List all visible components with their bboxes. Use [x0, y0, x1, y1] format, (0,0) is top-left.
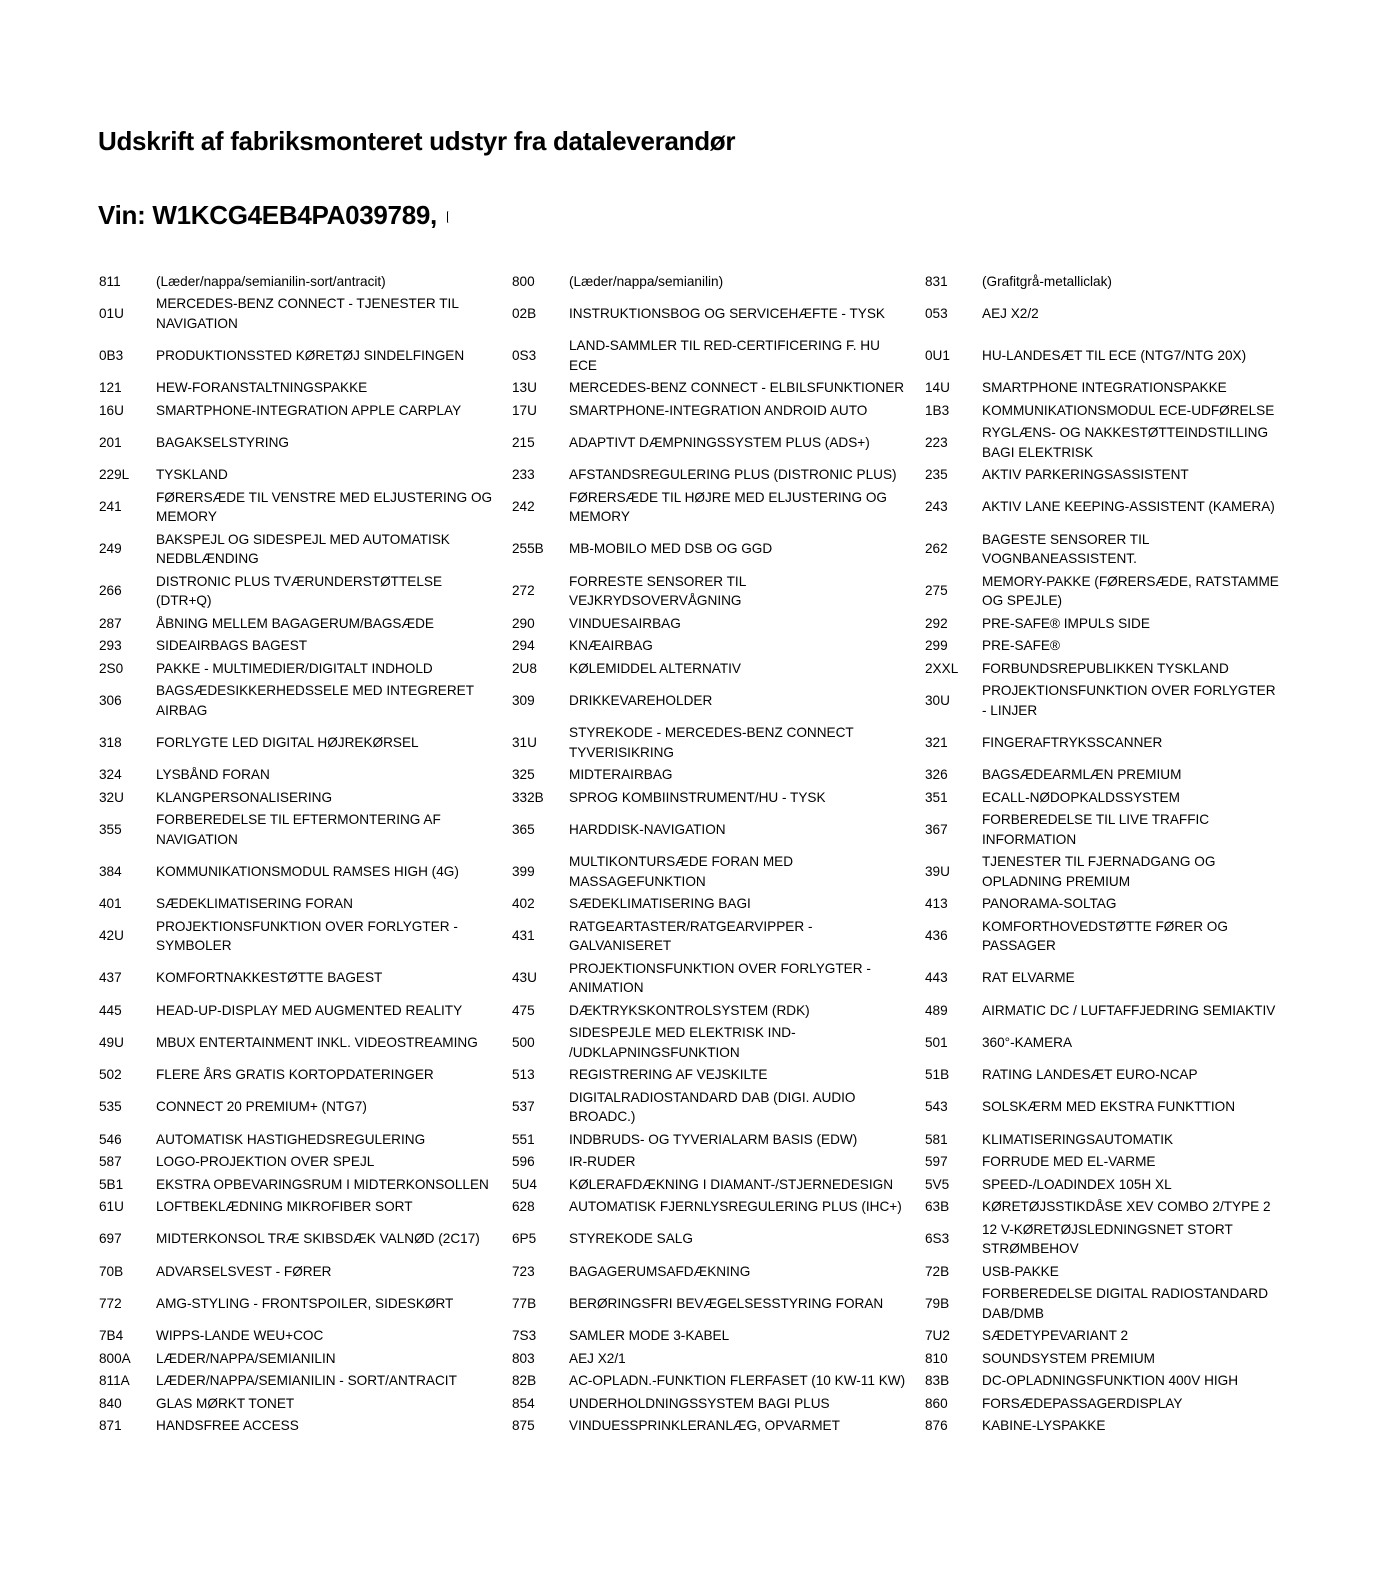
equipment-code: 42U	[99, 928, 124, 944]
equipment-description: AFSTANDSREGULERING PLUS (DISTRONIC PLUS)	[569, 467, 897, 482]
equipment-code: 229L	[99, 467, 130, 482]
equipment-description: USB-PAKKE	[982, 1263, 1059, 1279]
equipment-code: 723	[512, 1263, 535, 1279]
equipment-description: BAKSPEJL OG SIDESPEJL MED AUTOMATISK NEDBLÆNDING	[156, 531, 450, 566]
equipment-description: RATGEARTASTER/RATGEARVIPPER - GALVANISERET	[569, 918, 813, 953]
equipment-code: 324	[99, 767, 122, 782]
equipment-description: STYREKODE - MERCEDES-BENZ CONNECT TYVERISIKRING	[569, 725, 854, 760]
equipment-description: FORRESTE SENSORER TIL VEJKRYDSOVERVÅGNING	[569, 573, 746, 608]
equipment-code: 365	[512, 821, 535, 837]
equipment-code: 384	[99, 863, 122, 879]
equipment-description: AUTOMATISK FJERNLYSREGULERING PLUS (IHC+)	[569, 1199, 902, 1214]
equipment-code: 501	[925, 1034, 948, 1050]
equipment-description: HANDSFREE ACCESS	[156, 1418, 299, 1433]
equipment-code: 597	[925, 1154, 948, 1169]
table-row	[96, 377, 1296, 400]
equipment-description: RYGLÆNS- OG NAKKESTØTTEINDSTILLING BAGI ELEKTRISK	[982, 425, 1269, 460]
page-title: Udskrift af fabriksmonteret udstyr fra dataleverandør	[98, 126, 736, 156]
equipment-code: 32U	[99, 789, 124, 805]
table-row	[96, 1415, 1296, 1438]
equipment-description: LÆDER/NAPPA/SEMIANILIN	[156, 1350, 336, 1366]
equipment-description: INDBRUDS- OG TYVERIALARM BASIS (EDW)	[569, 1131, 858, 1147]
equipment-code: 0U1	[925, 347, 950, 363]
equipment-code: 475	[512, 1002, 535, 1018]
table-row	[96, 528, 1296, 570]
equipment-code: 215	[512, 434, 535, 450]
table-row	[96, 764, 1296, 787]
equipment-description: PROJEKTIONSFUNKTION OVER FORLYGTER - SYMBOLER	[156, 918, 458, 953]
equipment-code: 875	[512, 1418, 535, 1433]
table-row	[96, 1086, 1296, 1128]
equipment-description: SMARTPHONE INTEGRATIONSPAKKE	[982, 380, 1227, 395]
equipment-code: 399	[512, 863, 535, 879]
equipment-code: 61U	[99, 1199, 124, 1214]
equipment-description: SÆDETYPEVARIANT 2	[982, 1328, 1129, 1343]
table-row	[96, 635, 1296, 658]
equipment-description: MULTIKONTURSÆDE FORAN MED MASSAGEFUNKTION	[569, 854, 794, 889]
equipment-description: FORBEREDELSE DIGITAL RADIOSTANDARD DAB/DMB	[982, 1286, 1269, 1321]
equipment-description: LÆDER/NAPPA/SEMIANILIN - SORT/ANTRACIT	[156, 1373, 457, 1388]
equipment-description: WIPPS-LANDE WEU+COC	[156, 1328, 324, 1343]
equipment-description: VINDUESSPRINKLERANLÆG, OPVARMET	[569, 1418, 840, 1433]
equipment-code: 367	[925, 821, 948, 837]
equipment-code: 2S0	[99, 660, 124, 676]
equipment-code: 5U4	[512, 1176, 537, 1192]
equipment-code: 351	[925, 789, 948, 805]
equipment-description: FINGERAFTRYKSSCANNER	[982, 734, 1163, 750]
equipment-code: 83B	[925, 1373, 950, 1388]
equipment-code: 332B	[512, 789, 544, 805]
equipment-code: 543	[925, 1099, 948, 1115]
table-row	[96, 851, 1296, 893]
equipment-description: KABINE-LYSPAKKE	[982, 1418, 1106, 1433]
equipment-code: 241	[99, 499, 122, 515]
equipment-description: KLIMATISERINGSAUTOMATIK	[982, 1131, 1174, 1147]
equipment-code: 1B3	[925, 402, 950, 418]
equipment-code: 537	[512, 1099, 535, 1115]
equipment-code: 82B	[512, 1373, 537, 1388]
equipment-description: KOMMUNIKATIONSMODUL RAMSES HIGH (4G)	[156, 863, 459, 879]
equipment-description: PRE-SAFE® IMPULS SIDE	[982, 615, 1150, 631]
equipment-code: 628	[512, 1199, 535, 1214]
equipment-code: 513	[512, 1067, 535, 1082]
table-row	[96, 1283, 1296, 1325]
equipment-code: 223	[925, 434, 948, 450]
equipment-description: DRIKKEVAREHOLDER	[569, 692, 713, 708]
equipment-description: KLANGPERSONALISERING	[156, 789, 333, 805]
equipment-code: 2XXL	[925, 660, 959, 676]
equipment-code: 7S3	[512, 1328, 537, 1343]
equipment-description: INSTRUKTIONSBOG OG SERVICEHÆFTE - TYSK	[569, 305, 885, 321]
equipment-description: ADVARSELSVEST - FØRER	[156, 1263, 332, 1279]
table-row	[96, 1196, 1296, 1219]
equipment-description: PRODUKTIONSSTED KØRETØJ SINDELFINGEN	[156, 347, 465, 363]
equipment-description: KØRETØJSSTIKDÅSE XEV COMBO 2/TYPE 2	[982, 1199, 1271, 1214]
equipment-code: 7U2	[925, 1328, 950, 1343]
equipment-code: 79B	[925, 1295, 950, 1311]
equipment-code: 5B1	[99, 1176, 124, 1192]
equipment-code: 0B3	[99, 347, 124, 363]
equipment-description: HU-LANDESÆT TIL ECE (NTG7/NTG 20X)	[982, 347, 1247, 363]
table-row	[96, 399, 1296, 422]
equipment-description: AC-OPLADN.-FUNKTION FLERFASET (10 KW-11 KW)	[569, 1373, 906, 1388]
table-row	[96, 1151, 1296, 1174]
equipment-code: 854	[512, 1395, 535, 1411]
table-row	[96, 722, 1296, 764]
equipment-description: AIRMATIC DC / LUFTAFFJEDRING SEMIAKTIV	[982, 1002, 1276, 1018]
equipment-code: 431	[512, 928, 535, 944]
equipment-code: 551	[512, 1131, 535, 1147]
equipment-description: FORRUDE MED EL-VARME	[982, 1154, 1156, 1169]
equipment-description: PAKKE - MULTIMEDIER/DIGITALT INDHOLD	[156, 660, 433, 676]
equipment-code: 292	[925, 615, 948, 631]
equipment-description: AKTIV LANE KEEPING-ASSISTENT (KAMERA)	[982, 499, 1275, 515]
equipment-description: DC-OPLADNINGSFUNKTION 400V HIGH	[982, 1373, 1239, 1388]
table-row	[96, 915, 1296, 957]
equipment-code: 287	[99, 615, 122, 631]
equipment-code: 299	[925, 638, 948, 653]
equipment-code: 72B	[925, 1263, 950, 1279]
equipment-description: MBUX ENTERTAINMENT INKL. VIDEOSTREAMING	[156, 1034, 478, 1050]
equipment-code: 293	[99, 638, 122, 653]
equipment-description: KOMMUNIKATIONSMODUL ECE-UDFØRELSE	[982, 402, 1275, 418]
table-row	[96, 657, 1296, 680]
equipment-code: 535	[99, 1099, 122, 1115]
equipment-description: ECALL-NØDOPKALDSSYSTEM	[982, 789, 1180, 805]
equipment-description: MB-MOBILO MED DSB OG GGD	[569, 541, 773, 557]
equipment-code: 02B	[512, 305, 537, 321]
equipment-code: 831	[925, 273, 948, 289]
equipment-description: AUTOMATISK HASTIGHEDSREGULERING	[156, 1131, 426, 1147]
vin-heading	[98, 200, 450, 231]
equipment-description: RATING LANDESÆT EURO-NCAP	[982, 1067, 1198, 1082]
table-row	[96, 680, 1296, 722]
equipment-code: 49U	[99, 1034, 124, 1050]
table-row	[96, 422, 1296, 464]
equipment-description: SÆDEKLIMATISERING FORAN	[156, 896, 353, 911]
equipment-description: FORBEREDELSE TIL LIVE TRAFFIC INFORMATION	[982, 812, 1210, 847]
equipment-description: UNDERHOLDNINGSSYSTEM BAGI PLUS	[569, 1395, 830, 1411]
equipment-description: HEW-FORANSTALTNINGSPAKKE	[156, 380, 368, 395]
equipment-code: 13U	[512, 380, 537, 395]
equipment-table	[96, 270, 1296, 1437]
equipment-description: SPEED-/LOADINDEX 105H XL	[982, 1176, 1172, 1192]
equipment-description: FORLYGTE LED DIGITAL HØJREKØRSEL	[156, 734, 419, 750]
equipment-code: 437	[99, 970, 122, 986]
equipment-description: FORSÆDEPASSAGERDISPLAY	[982, 1395, 1183, 1411]
equipment-code: 306	[99, 692, 122, 708]
equipment-description: TJENESTER TIL FJERNADGANG OG OPLADNING PREMIUM	[982, 854, 1216, 889]
equipment-code: 70B	[99, 1263, 124, 1279]
equipment-description: DÆKTRYKSKONTROLSYSTEM (RDK)	[569, 1002, 810, 1018]
equipment-code: 053	[925, 305, 948, 321]
equipment-code: 445	[99, 1002, 122, 1018]
table-row	[96, 786, 1296, 809]
table-row	[96, 1370, 1296, 1393]
table-row	[96, 464, 1296, 487]
equipment-code: 266	[99, 583, 122, 599]
equipment-code: 5V5	[925, 1176, 950, 1192]
equipment-code: 772	[99, 1295, 122, 1311]
table-row	[96, 1260, 1296, 1283]
equipment-code: 811	[99, 273, 121, 289]
equipment-code: 6P5	[512, 1231, 537, 1247]
equipment-description: 360°-KAMERA	[982, 1034, 1073, 1050]
table-row	[96, 335, 1296, 377]
equipment-code: 581	[925, 1131, 948, 1147]
table-row	[96, 570, 1296, 612]
equipment-code: 201	[99, 434, 122, 450]
equipment-description: FØRERSÆDE TIL VENSTRE MED ELJUSTERING OG MEMORY	[156, 489, 493, 524]
equipment-code: 0S3	[512, 347, 537, 363]
equipment-code: 860	[925, 1395, 948, 1411]
equipment-code: 321	[925, 734, 948, 750]
equipment-description: FORBUNDSREPUBLIKKEN TYSKLAND	[982, 660, 1229, 676]
equipment-code: 325	[512, 767, 535, 782]
equipment-description: KØLEMIDDEL ALTERNATIV	[569, 660, 741, 676]
equipment-description: BAGSÆDEARMLÆN PREMIUM	[982, 767, 1182, 782]
equipment-description: VINDUESAIRBAG	[569, 615, 681, 631]
equipment-code: 16U	[99, 402, 124, 418]
equipment-description: BAGSÆDESIKKERHEDSSELE MED INTEGRERET AIRBAG	[156, 683, 474, 718]
equipment-code: 697	[99, 1231, 122, 1247]
equipment-code: 810	[925, 1350, 948, 1366]
equipment-code: 413	[925, 896, 948, 911]
equipment-description: PANORAMA-SOLTAG	[982, 896, 1117, 911]
cursor-mark	[447, 211, 450, 223]
equipment-code: 43U	[512, 970, 537, 986]
equipment-code: 14U	[925, 380, 950, 395]
equipment-code: 290	[512, 615, 535, 631]
equipment-code: 355	[99, 821, 122, 837]
equipment-code: 401	[99, 896, 122, 911]
equipment-code: 876	[925, 1418, 948, 1433]
equipment-code: 489	[925, 1002, 948, 1018]
equipment-description: SIDEAIRBAGS BAGEST	[156, 638, 308, 653]
equipment-description: MERCEDES-BENZ CONNECT - TJENESTER TIL NAVIGATION	[156, 296, 459, 331]
equipment-code: 443	[925, 970, 948, 986]
equipment-code: 502	[99, 1067, 122, 1082]
equipment-description: FØRERSÆDE TIL HØJRE MED ELJUSTERING OG MEMORY	[569, 489, 887, 524]
equipment-description: LOGO-PROJEKTION OVER SPEJL	[156, 1154, 375, 1169]
equipment-code: 803	[512, 1350, 535, 1366]
table-row	[96, 999, 1296, 1022]
equipment-code: 242	[512, 499, 535, 515]
equipment-code: 587	[99, 1154, 122, 1169]
equipment-description: SMARTPHONE-INTEGRATION APPLE CARPLAY	[156, 402, 462, 418]
equipment-description: SÆDEKLIMATISERING BAGI	[569, 896, 751, 911]
equipment-description: DIGITALRADIOSTANDARD DAB (DIGI. AUDIO BROADC.)	[569, 1089, 856, 1124]
table-row	[96, 809, 1296, 851]
equipment-code: 01U	[99, 305, 124, 321]
equipment-code: 272	[512, 583, 535, 599]
equipment-code: 546	[99, 1131, 122, 1147]
equipment-description: (Læder/nappa/semianilin)	[569, 273, 724, 289]
equipment-description: MERCEDES-BENZ CONNECT - ELBILSFUNKTIONER	[569, 380, 905, 395]
equipment-description: BERØRINGSFRI BEVÆGELSESSTYRING FORAN	[569, 1295, 884, 1311]
equipment-table-body	[96, 270, 1296, 1437]
equipment-description: HARDDISK-NAVIGATION	[569, 821, 726, 837]
equipment-code: 2U8	[512, 660, 537, 676]
equipment-code: 596	[512, 1154, 535, 1169]
equipment-code: 233	[512, 467, 535, 482]
table-row	[96, 1173, 1296, 1196]
equipment-description: PROJEKTIONSFUNKTION OVER FORLYGTER - LINJER	[982, 683, 1276, 718]
equipment-code: 840	[99, 1395, 122, 1411]
equipment-code: 31U	[512, 734, 537, 750]
equipment-code: 51B	[925, 1067, 950, 1082]
equipment-code: 811A	[99, 1373, 130, 1388]
equipment-code: 30U	[925, 692, 950, 708]
table-row	[96, 1064, 1296, 1087]
equipment-code: 39U	[925, 863, 950, 879]
equipment-description: EKSTRA OPBEVARINGSRUM I MIDTERKONSOLLEN	[156, 1176, 489, 1192]
equipment-description: KOMFORTHOVEDSTØTTE FØRER OG PASSAGER	[982, 918, 1228, 953]
equipment-description: MIDTERAIRBAG	[569, 767, 673, 782]
table-row	[96, 486, 1296, 528]
equipment-code: 800	[512, 273, 535, 289]
equipment-description: MIDTERKONSOL TRÆ SKIBSDÆK VALNØD (2C17)	[156, 1231, 480, 1247]
table-row	[96, 612, 1296, 635]
equipment-code: 63B	[925, 1199, 950, 1214]
equipment-code: 262	[925, 541, 948, 557]
equipment-description: CONNECT 20 PREMIUM+ (NTG7)	[156, 1099, 367, 1115]
equipment-description: LYSBÅND FORAN	[156, 767, 270, 782]
equipment-code: 436	[925, 928, 948, 944]
equipment-description: GLAS MØRKT TONET	[156, 1395, 295, 1411]
equipment-code: 294	[512, 638, 535, 653]
table-row	[96, 1392, 1296, 1415]
equipment-description: SPROG KOMBIINSTRUMENT/HU - TYSK	[569, 789, 826, 805]
equipment-description: STYREKODE SALG	[569, 1231, 693, 1247]
equipment-code: 800A	[99, 1350, 131, 1366]
table-row	[96, 893, 1296, 916]
table-row	[96, 1022, 1296, 1064]
equipment-description: HEAD-UP-DISPLAY MED AUGMENTED REALITY	[156, 1002, 463, 1018]
equipment-description: (Læder/nappa/semianilin-sort/antracit)	[156, 273, 386, 289]
equipment-code: 121	[99, 380, 122, 395]
equipment-description: PROJEKTIONSFUNKTION OVER FORLYGTER - ANIMATION	[569, 960, 871, 995]
equipment-description: BAGAKSELSTYRING	[156, 434, 289, 450]
table-row	[96, 1325, 1296, 1348]
equipment-description: AMG-STYLING - FRONTSPOILER, SIDESKØRT	[156, 1295, 454, 1311]
table-row	[96, 1218, 1296, 1260]
equipment-description: FLERE ÅRS GRATIS KORTOPDATERINGER	[156, 1067, 434, 1082]
equipment-description: AEJ X2/1	[569, 1350, 626, 1366]
equipment-description: SIDESPEJLE MED ELEKTRISK IND- /UDKLAPNINGSFUNKTION	[569, 1025, 796, 1060]
equipment-code: 249	[99, 541, 122, 557]
equipment-code: 243	[925, 499, 948, 515]
equipment-description: 12 V-KØRETØJSLEDNINGSNET STORT STRØMBEHOV	[982, 1221, 1233, 1256]
equipment-code: 235	[925, 467, 948, 482]
equipment-description: AKTIV PARKERINGSASSISTENT	[982, 467, 1189, 482]
equipment-description: PRE-SAFE®	[982, 638, 1060, 653]
table-row	[96, 1347, 1296, 1370]
equipment-code: 275	[925, 583, 948, 599]
vin-text: Vin: W1KCG4EB4PA039789,	[98, 200, 437, 230]
equipment-code: 318	[99, 734, 122, 750]
equipment-code: 402	[512, 896, 535, 911]
equipment-description: IR-RUDER	[569, 1154, 636, 1169]
equipment-description: ÅBNING MELLEM BAGAGERUM/BAGSÆDE	[156, 615, 434, 631]
equipment-code: 255B	[512, 541, 544, 557]
equipment-description: BAGAGERUMSAFDÆKNING	[569, 1263, 751, 1279]
equipment-description: DISTRONIC PLUS TVÆRUNDERSTØTTELSE (DTR+Q)	[156, 573, 443, 608]
equipment-code: 7B4	[99, 1328, 124, 1343]
equipment-description: LAND-SAMMLER TIL RED-CERTIFICERING F. HU ECE	[569, 338, 880, 373]
equipment-code: 77B	[512, 1295, 537, 1311]
equipment-code: 871	[99, 1418, 122, 1433]
equipment-description: SAMLER MODE 3-KABEL	[569, 1328, 730, 1343]
equipment-description: RAT ELVARME	[982, 970, 1075, 986]
equipment-code: 500	[512, 1034, 535, 1050]
equipment-description: FORBEREDELSE TIL EFTERMONTERING AF NAVIGATION	[156, 812, 441, 847]
equipment-description: SOUNDSYSTEM PREMIUM	[982, 1350, 1155, 1366]
equipment-description: LOFTBEKLÆDNING MIKROFIBER SORT	[156, 1199, 413, 1214]
equipment-description: SMARTPHONE-INTEGRATION ANDROID AUTO	[569, 402, 868, 418]
equipment-description: KOMFORTNAKKESTØTTE BAGEST	[156, 970, 383, 986]
equipment-code: 6S3	[925, 1231, 950, 1247]
table-row	[96, 1128, 1296, 1151]
equipment-description: (Grafitgrå-metalliclak)	[982, 273, 1112, 289]
equipment-code: 309	[512, 692, 535, 708]
equipment-description: MEMORY-PAKKE (FØRERSÆDE, RATSTAMME OG SPEJLE)	[982, 573, 1279, 608]
equipment-code: 17U	[512, 402, 537, 418]
equipment-description: REGISTRERING AF VEJSKILTE	[569, 1067, 768, 1082]
equipment-description: KNÆAIRBAG	[569, 638, 653, 653]
equipment-description: KØLERAFDÆKNING I DIAMANT-/STJERNEDESIGN	[569, 1176, 894, 1192]
table-row	[96, 957, 1296, 999]
table-row	[96, 270, 1296, 293]
table-row	[96, 293, 1296, 335]
equipment-description: TYSKLAND	[156, 467, 228, 482]
equipment-description: AEJ X2/2	[982, 305, 1039, 321]
equipment-description: ADAPTIVT DÆMPNINGSSYSTEM PLUS (ADS+)	[569, 434, 870, 450]
equipment-description: SOLSKÆRM MED EKSTRA FUNKTTION	[982, 1099, 1236, 1115]
equipment-description: BAGESTE SENSORER TIL VOGNBANEASSISTENT.	[982, 531, 1149, 566]
equipment-code: 326	[925, 767, 948, 782]
